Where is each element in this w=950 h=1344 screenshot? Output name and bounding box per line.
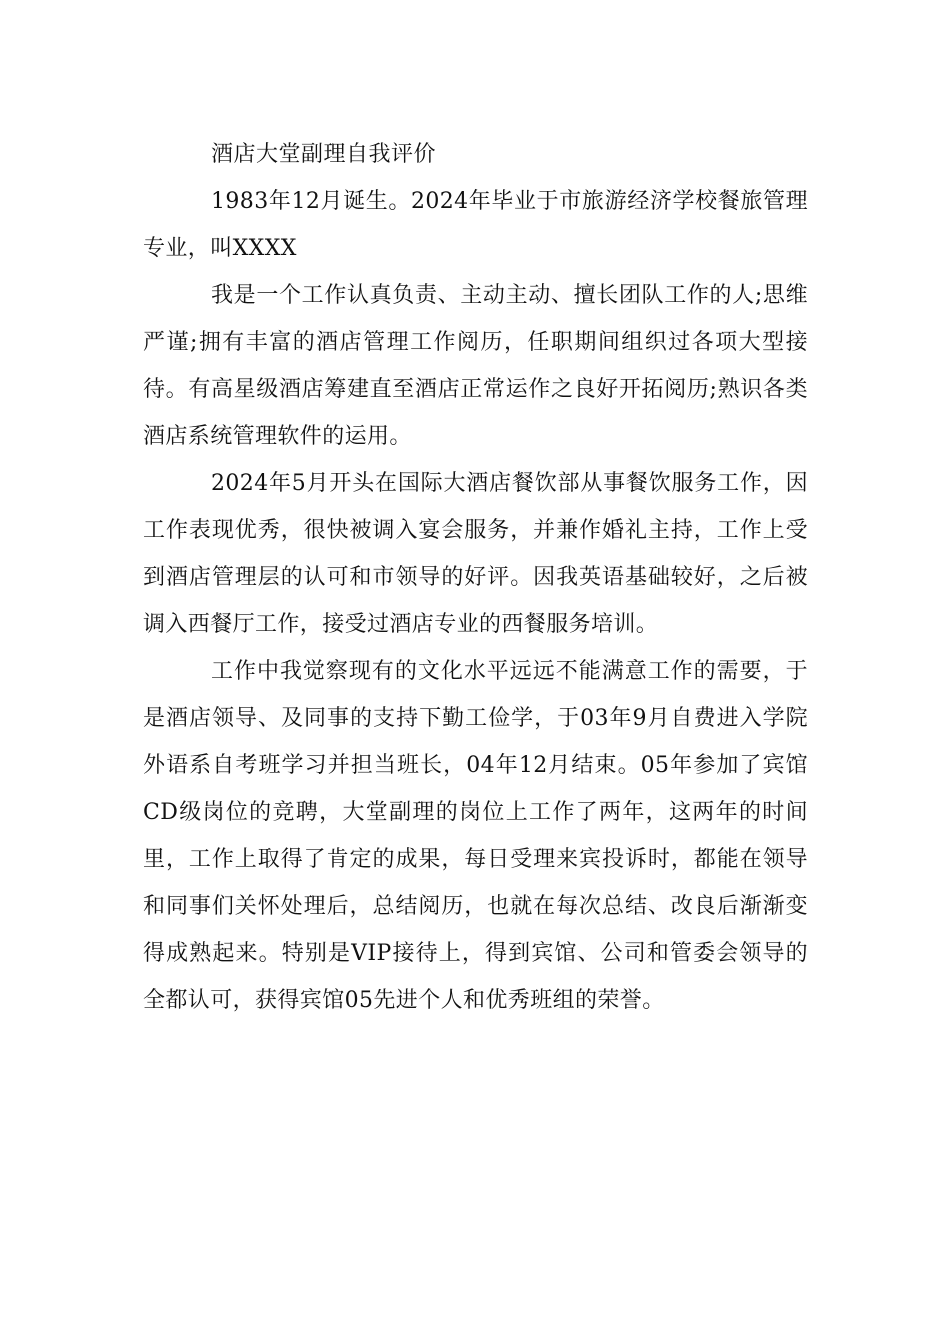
paragraph-birth-education: 1983年12月诞生。2024年毕业于市旅游经济学校餐旅管理专业，叫XXXX xyxy=(143,189,808,261)
document-body xyxy=(143,131,808,1024)
paragraph-work-start: 2024年5月开头在国际大酒店餐饮部从事餐饮服务工作，因工作表现优秀，很快被调入宴会服务，并兼作婚礼主持，工作上受到酒店管理层的认可和市领导的好评。因我英语基础较好，之后被调入西餐厅工作，接受过酒店专业的西餐服务培训。 xyxy=(143,471,808,637)
document-title: 酒店大堂副理自我评价 xyxy=(211,142,437,167)
paragraph-personal-traits: 我是一个工作认真负责、主动主动、擅长团队工作的人;思维严谨;拥有丰富的酒店管理工作阅历，任职期间组织过各项大型接待。有高星级酒店筹建直至酒店正常运作之良好开拓阅历;熟识各类酒店系统管理软件的运用。 xyxy=(143,283,808,449)
paragraph-further-study: 工作中我觉察现有的文化水平远远不能满意工作的需要，于是酒店领导、及同事的支持下勤工俭学，于03年9月自费进入学院外语系自考班学习并担当班长，04年12月结束。05年参加了宾馆CD级岗位的竞聘，大堂副理的岗位上工作了两年，这两年的时间里，工作上取得了肯定的成果，每日受理来宾投诉时，都能在领导和同事们关怀处理后，总结阅历，也就在每次总结、改良后渐渐变得成熟起来。特别是VIP接待上，得到宾馆、公司和管委会领导的全都认可，获得宾馆05先进个人和优秀班组的荣誉。 xyxy=(143,659,808,1013)
